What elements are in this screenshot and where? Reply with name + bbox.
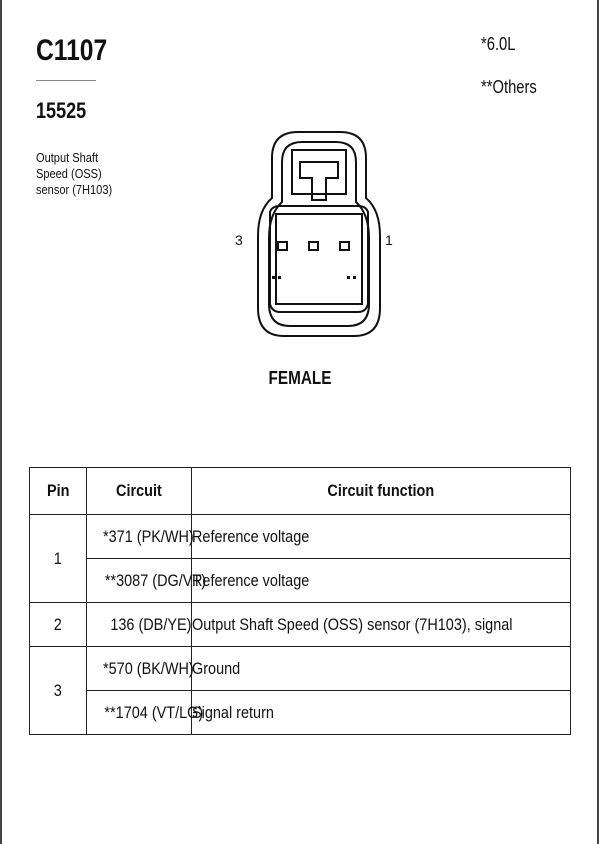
terminal-cavity-inner — [276, 214, 362, 304]
table-row — [30, 603, 571, 647]
terminal-cavity-block — [270, 206, 368, 312]
pin-number: 3 — [30, 647, 87, 735]
circuit-id: *371 (PK/WH) — [87, 515, 192, 559]
description-line: sensor (7H103) — [36, 182, 113, 197]
pin-number: 2 — [30, 603, 87, 647]
key-mark — [278, 276, 281, 279]
connector-housing-inner — [269, 142, 369, 326]
circuit-function: Ground — [192, 647, 571, 691]
circuit-function: Signal return — [192, 691, 571, 735]
circuit-function: Output Shaft Speed (OSS) sensor (7H103), signal — [192, 603, 571, 647]
header-function: Circuit function — [192, 468, 571, 515]
circuit-function: Reference voltage — [192, 515, 571, 559]
pin-cavity-1 — [340, 242, 349, 250]
footnotes — [481, 34, 537, 120]
page-border-left — [0, 0, 2, 844]
connector-face-diagram — [254, 128, 384, 348]
gender-label: FEMALE — [268, 368, 332, 388]
pin-number: 1 — [30, 515, 87, 603]
table-header-row — [30, 468, 571, 515]
circuit-id: 136 (DB/YE) — [87, 603, 192, 647]
pin-cavity-2 — [309, 242, 318, 250]
part-number: 15525 — [36, 98, 87, 123]
connector-gender — [0, 368, 600, 389]
key-mark — [353, 276, 356, 279]
note-others: **Others — [481, 77, 537, 97]
table-row — [30, 691, 571, 735]
table-row — [30, 647, 571, 691]
circuit-id: *570 (BK/WH) — [87, 647, 192, 691]
page-border-right — [597, 0, 599, 844]
key-mark — [272, 276, 275, 279]
table-row — [30, 559, 571, 603]
description-line: Output Shaft — [36, 150, 99, 165]
pin-label-left: 3 — [235, 232, 243, 248]
description-line: Speed (OSS) — [36, 166, 102, 181]
key-mark — [347, 276, 350, 279]
header-pin: Pin — [30, 468, 87, 515]
connector-id: C1107 — [36, 34, 108, 67]
connector-description — [36, 150, 112, 198]
title-divider — [36, 80, 96, 81]
pin-cavity-3 — [278, 242, 287, 250]
table-row — [30, 515, 571, 559]
pinout-table — [29, 467, 571, 735]
circuit-function: Reference voltage — [192, 559, 571, 603]
header-circuit: Circuit — [87, 468, 192, 515]
note-6-0l: *6.0L — [481, 34, 516, 54]
circuit-id: **1704 (VT/LG) — [87, 691, 192, 735]
circuit-id: **3087 (DG/VT) — [87, 559, 192, 603]
pin-label-right: 1 — [385, 232, 393, 248]
